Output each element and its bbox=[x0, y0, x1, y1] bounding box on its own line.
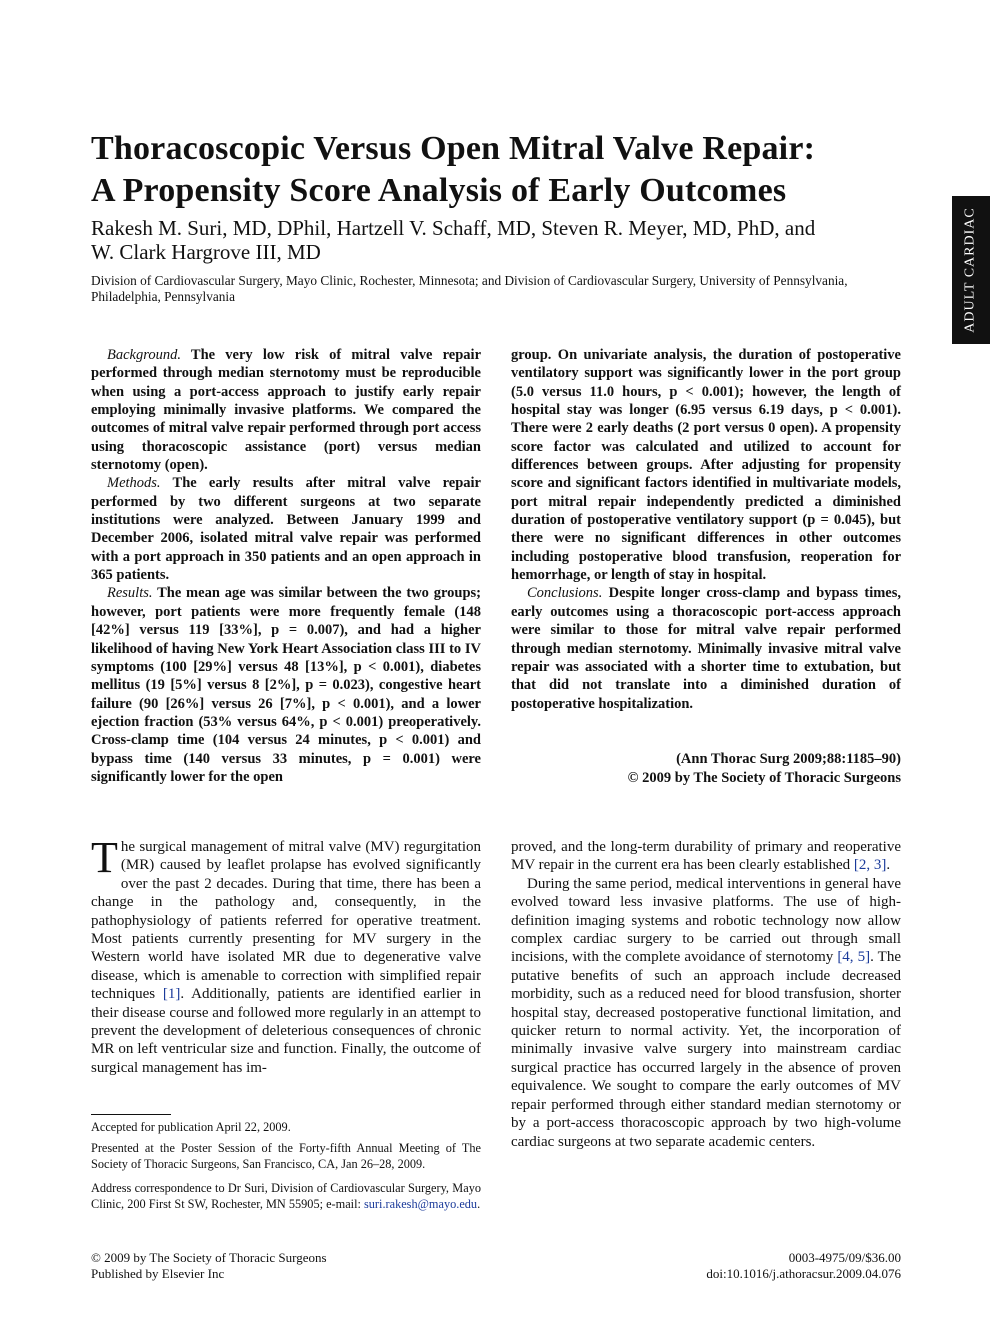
journal-citation: (Ann Thorac Surg 2009;88:1185–90) bbox=[676, 751, 901, 767]
body-p1-part-a: he surgical management of mitral valve (MV) regurgitation (MR) caused by leaflet prolapse has evolved significantly over the past 2 decades. During that time, there has been a change in the pathology and, consequently, in the pathophysiology of patients referred for operative treatment. Most patients currently presenting for MV surgery in the Western world have isolated MR due to degenerative valve disease, which is amenable to correction with simplified repair techniques bbox=[91, 839, 481, 1003]
footer-copyright: © 2009 by The Society of Thoracic Surgeons bbox=[91, 1250, 327, 1265]
author-line-1: Rakesh M. Suri, MD, DPhil, Hartzell V. Schaff, MD, Steven R. Meyer, MD, PhD, and bbox=[91, 216, 816, 240]
body-r1-part-b: . bbox=[886, 857, 891, 874]
background-label: Background. bbox=[107, 347, 181, 363]
body-r2-part-b: . The putative benefits of such an approach include decreased morbidity, such as a reduced need for blood transfusion, shorter hospital stay, decreased postoperative functional limitation, and quicker return to normal activity. Yet, the incorporation of minimally invasive valve surgery into mainstream cardiac surgical practice has occurred largely in the absence of proven equivalence. We sought to compare the early outcomes of MV repair performed through either standard median sternotomy or by a port-access thoracoscopic approach by two high-volume cardiac surgeons at two separate academic centers. bbox=[511, 949, 901, 1150]
author-line-2: W. Clark Hargrove III, MD bbox=[91, 240, 321, 264]
abstract-left-column bbox=[91, 346, 481, 786]
body-paragraph-1 bbox=[91, 833, 481, 1077]
results-label: Results. bbox=[107, 585, 153, 602]
address-text: Address correspondence to Dr Suri, Division of Cardiovascular Surgery, Mayo Clinic, 200 First St SW, Rochester, MN 55905; e-mail: bbox=[91, 1181, 481, 1211]
methods-text: The early results after mitral valve repair performed by two different surgeons at two separate institutions were analyzed. Between January 1999 and December 2006, isolated mitral valve repair was performed with a port approach in 350 patients and an open approach in 365 patients. bbox=[91, 475, 481, 584]
abstract-results bbox=[91, 584, 481, 786]
body-paragraph-2 bbox=[511, 875, 901, 1151]
email-link[interactable]: suri.rakesh@mayo.edu bbox=[364, 1196, 478, 1211]
footnote-address bbox=[91, 1181, 481, 1213]
reference-link-1[interactable]: [1] bbox=[162, 986, 181, 1003]
footer-left bbox=[91, 1250, 327, 1281]
section-tab-label: ADULT CARDIAC bbox=[963, 207, 978, 333]
title-line-1: Thoracoscopic Versus Open Mitral Valve Repair: bbox=[91, 130, 816, 167]
methods-label: Methods. bbox=[107, 475, 161, 492]
body-right-column bbox=[511, 838, 901, 1151]
body-r1-part-a: proved, and the long-term durability of primary and reoperative MV repair in the current era has been clearly established bbox=[511, 839, 901, 874]
abstract-copyright: © 2009 by The Society of Thoracic Surgeons bbox=[627, 770, 901, 786]
background-text: The very low risk of mitral valve repair performed through median sternotomy must be reproducible when using a port-access approach to justify early repair employing minimally invasive platforms. We compared the outcomes of mitral valve repair performed through port access using thoracoscopic assistance (port) versus median sternotomy (open). bbox=[91, 347, 482, 474]
footer-publisher: Published by Elsevier Inc bbox=[91, 1265, 225, 1281]
reference-link-4-5[interactable]: [4, 5] bbox=[837, 949, 871, 966]
drop-cap: T bbox=[91, 833, 118, 882]
address-end: . bbox=[477, 1196, 481, 1211]
footer-right bbox=[601, 1250, 901, 1281]
abstract-conclusions bbox=[511, 584, 901, 712]
conclusions-label: Conclusions. bbox=[527, 585, 603, 602]
body-left-column bbox=[91, 833, 481, 1077]
footnote-presented: Presented at the Poster Session of the Forty-fifth Annual Meeting of The Society of Thoracic Surgeons, San Francisco, CA, Jan 26–28, 2009. bbox=[91, 1141, 481, 1171]
affiliation: Division of Cardiovascular Surgery, Mayo Clinic, Rochester, Minnesota; and Division of Cardiovascular Surgery, University of Pennsylvania, Philadelphia, Pennsylvania bbox=[91, 273, 848, 304]
title-line-2: A Propensity Score Analysis of Early Outcomes bbox=[91, 172, 787, 209]
body-r2-part-a: During the same period, medical interventions in general have evolved toward less invasive platforms. The use of high-definition imaging systems and robotic technology now allow complex cardiac surgery to be carried out through small incisions, with the complete avoidance of sternotomy bbox=[511, 875, 901, 966]
footnote-accepted: Accepted for publication April 22, 2009. bbox=[91, 1120, 291, 1134]
citation-block bbox=[511, 750, 901, 788]
body-paragraph-continued bbox=[511, 838, 901, 875]
abstract-results-continued: group. On univariate analysis, the duration of postoperative ventilatory support was significantly lower in the port group (5.0 versus 11.0 hours, p < 0.001); however, the length of hospital stay was longer (6.95 versus 6.19 days, p < 0.001). There were 2 early deaths (2 port versus 0 open). A propensity score factor was calculated and utilized to account for differences between groups. After adjusting for propensity score and significant factors identified in multivariate models, port mitral repair independently predicted a diminished duration of postoperative ventilatory support (p = 0.045), but there were no significant differences in other outcomes including postoperative blood transfusion, reoperation for hemorrhage, or length of stay in hospital. bbox=[511, 347, 901, 584]
article-title bbox=[91, 128, 911, 212]
conclusions-text: Despite longer cross-clamp and bypass times, early outcomes using a thoracoscopic port-access approach were similar to those for mitral valve repair performed through median sternotomy. Minimally invasive mitral valve repair was associated with a shorter time to extubation, but that did not translate into a diminished duration of postoperative hospitalization. bbox=[511, 585, 902, 712]
footer-issn: 0003-4975/09/$36.00 bbox=[788, 1250, 901, 1265]
reference-link-2-3[interactable]: [2, 3] bbox=[853, 857, 887, 874]
abstract-background bbox=[91, 346, 481, 474]
section-tab bbox=[952, 196, 990, 344]
footnote-divider bbox=[91, 1114, 171, 1115]
abstract-methods bbox=[91, 474, 481, 584]
body-p1-part-b: . Additionally, patients are identified earlier in their disease course and followed more regularly in an attempt to prevent the development of deleterious consequences of chronic MR on left ventricular size and function. Finally, the outcome of surgical management has im- bbox=[91, 986, 481, 1076]
results-text: The mean age was similar between the two groups; however, port patients were more frequently female (148 [42%] versus 119 [33%], p = 0.007), and had a higher likelihood of having New York Heart Association class III to IV symptoms (100 [29%] versus 48 [13%], p < 0.001), diabetes mellitus (19 [5%] versus 8 [2%], p = 0.023), congestive heart failure (90 [26%] versus 26 [7%], p < 0.001), and a lower ejection fraction (53% versus 64%, p < 0.001) preoperatively. Cross-clamp time (104 versus 24 minutes, p < 0.001) and bypass time (140 versus 33 minutes, p = 0.001) were significantly lower for the open bbox=[91, 585, 481, 785]
abstract-right-column bbox=[511, 346, 901, 713]
footer-doi: doi:10.1016/j.athoracsur.2009.04.076 bbox=[706, 1265, 901, 1281]
author-list bbox=[91, 216, 911, 264]
